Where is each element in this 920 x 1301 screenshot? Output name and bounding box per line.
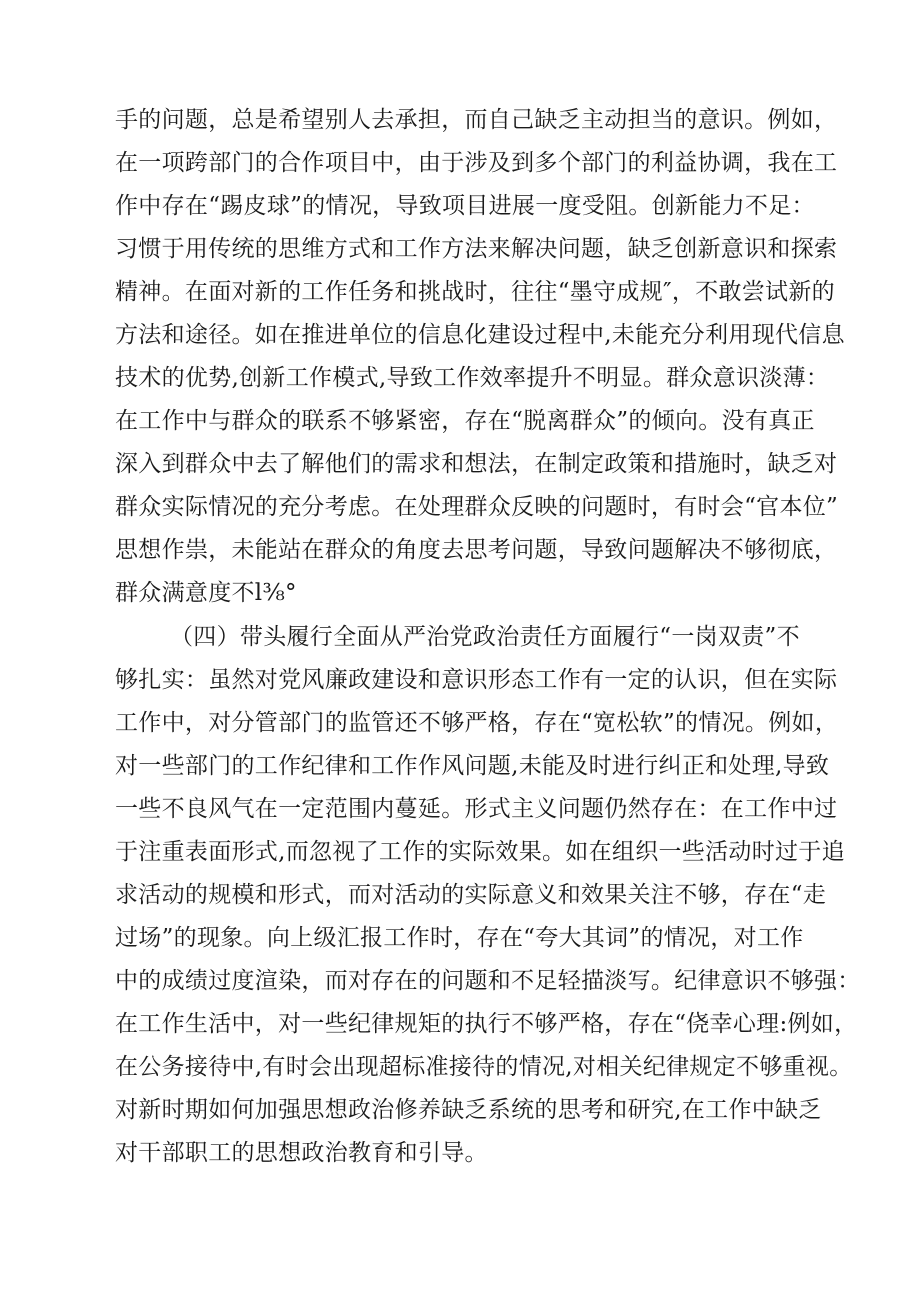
text-line: 在公务接待中,有时会出现超标准接待的情况,对相关纪律规定不够重视。 (115, 1054, 853, 1080)
text-line: 过场”的现象。向上级汇报工作时，存在“夸大其词”的情况，对工作 (115, 925, 804, 951)
text-line: 群众满意度不l⅜° (115, 580, 297, 606)
section-heading-line: （四）带头履行全面从严治党政治责任方面履行“一岗双责”不 (170, 624, 800, 650)
text-line: 对一些部门的工作纪律和工作作风问题,未能及时进行纠正和处理,导致 (115, 753, 830, 779)
text-line: 精神。在面对新的工作任务和挑战时，往往“墨守成规″，不敢尝试新的 (115, 279, 835, 305)
text-line: 方法和途径。如在推进单位的信息化建设过程中,未能充分利用现代信息 (115, 322, 845, 348)
text-line: 于注重表面形式,而忽视了工作的实际效果。如在组织一些活动时过于追 (115, 839, 845, 865)
text-line: 在工作中与群众的联系不够紧密，存在“脱离群众”的倾向。没有真正 (115, 408, 815, 434)
text-line: 一些不良风气在一定范围内蔓延。形式主义问题仍然存在：在工作中过 (115, 796, 838, 822)
text-line: 工作中，对分管部门的监管还不够严格，存在“宽松软”的情况。例如， (115, 710, 839, 736)
text-line: 中的成绩过度渲染，而对存在的问题和不足轻描淡写。纪律意识不够强： (115, 968, 861, 994)
text-line: 技术的优势,创新工作模式,导致工作效率提升不明显。群众意识淡薄： (115, 365, 830, 391)
text-line: 够扎实：虽然对党风廉政建设和意识形态工作有一定的认识，但在实际 (115, 667, 838, 693)
text-line: 习惯于用传统的思维方式和工作方法来解决问题，缺乏创新意识和探索 (115, 236, 838, 262)
text-line: 对干部职工的思想政治教育和引导。 (115, 1140, 488, 1166)
text-line: 对新时期如何加强思想政治修养缺乏系统的思考和研究,在工作中缺乏 (115, 1097, 822, 1123)
text-line: 群众实际情况的充分考虑。在处理群众反映的问题时，有时会“官本位” (115, 494, 839, 520)
text-line: 作中存在“踢皮球”的情况，导致项目进展一度受阻。创新能力不足： (115, 193, 815, 219)
text-line: 手的问题，总是希望别人去承担，而自己缺乏主动担当的意识。例如， (115, 107, 838, 133)
text-line: 思想作祟，未能站在群众的角度去思考问题，导致问题解决不够彻底， (115, 537, 838, 563)
text-line: 深入到群众中去了解他们的需求和想法，在制定政策和措施时，缺乏对 (115, 451, 838, 477)
text-line: 求活动的规模和形式，而对活动的实际意义和效果关注不够，存在“走 (115, 882, 827, 908)
text-line: 在工作生活中，对一些纪律规矩的执行不够严格，存在“侥幸心理:例如， (115, 1011, 858, 1037)
text-line: 在一项跨部门的合作项目中，由于涉及到多个部门的利益协调，我在工 (115, 150, 838, 176)
